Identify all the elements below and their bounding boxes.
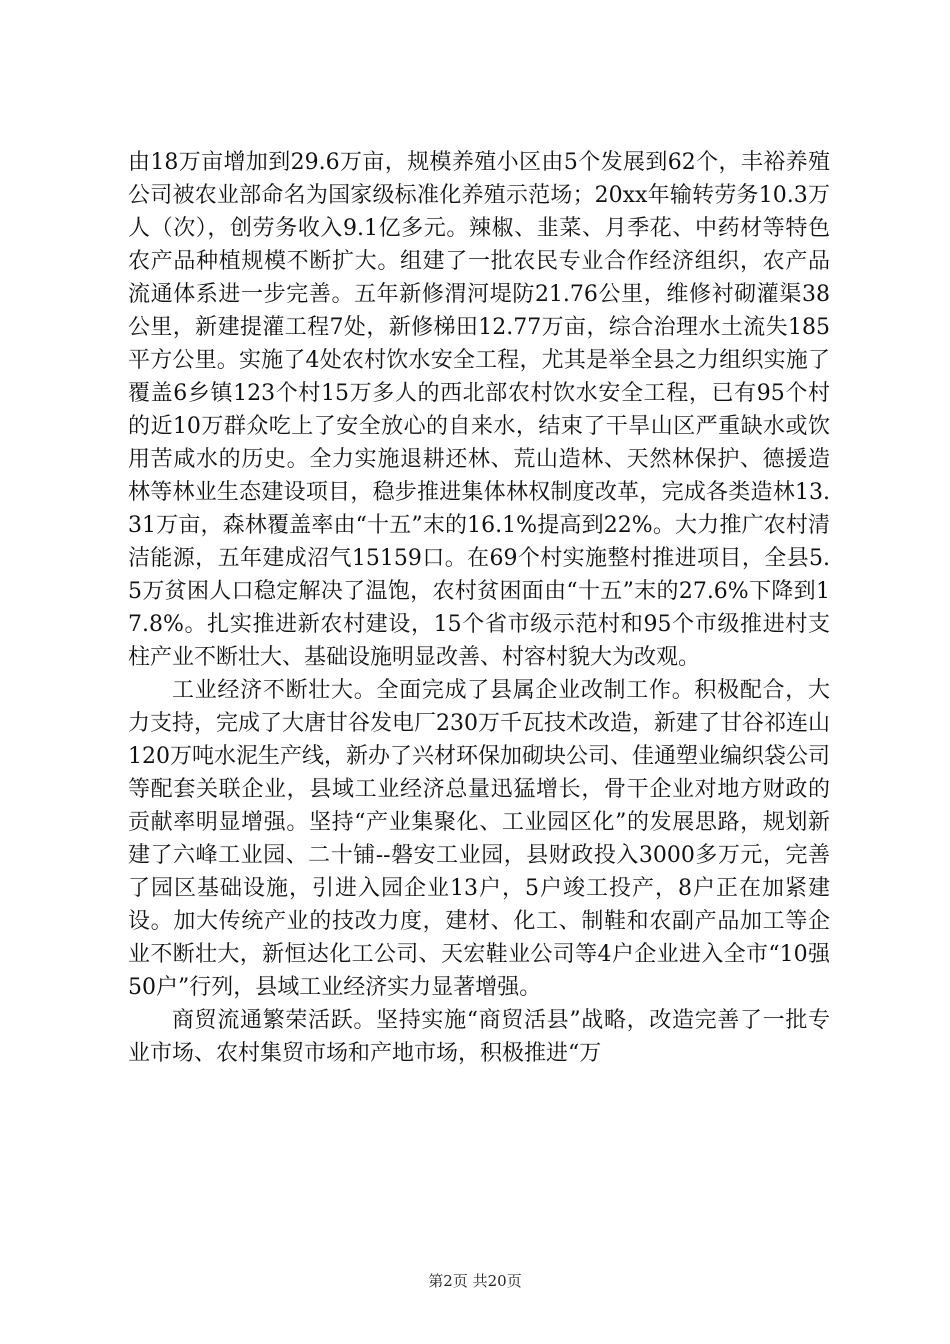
page-number-footer: 第2页 共20页 xyxy=(428,1272,522,1290)
paragraph-industrial-economy: 工业经济不断壮大。全面完成了县属企业改制工作。积极配合，大力支持，完成了大唐甘谷发电厂230万千瓦技术改造，新建了甘谷祁连山120万吨水泥生产线，新办了兴材环保加砌块公司、佳通塑业编织袋公司等配套关联企业，县域工业经济总量迅猛增长，骨干企业对地方财政的贡献率明显增强。坚持“产业集聚化、工业园区化”的发展思路，规划新建了六峰工业园、二十铺--磐安工业园，县财政投入3000多万元，完善了园区基础设施，引进入园企业13户，5户竣工投产，8户正在加紧建设。加大传统产业的技改力度，建材、化工、制鞋和农副产品加工等企业不断壮大，新恒达化工公司、天宏鞋业公司等4户企业进入全市“10强50户”行列，县域工业经济实力显著增强。 xyxy=(128,678,830,1000)
paragraph-commerce-circulation: 商贸流通繁荣活跃。坚持实施“商贸活县”战略，改造完善了一批专业市场、农村集贸市场和产地市场，积极推进“万 xyxy=(128,1008,830,1066)
paragraph-agriculture-continued: 由18万亩增加到29.6万亩，规模养殖小区由5个发展到62个，丰裕养殖公司被农业部命名为国家级标准化养殖示范场；20xx年输转劳务10.3万人（次），创劳务收入9.1亿多元。辣椒、韭菜、月季花、中药材等特色农产品种植规模不断扩大。组建了一批农民专业合作经济组织，农产品流通体系进一步完善。五年新修渭河堤防21.76公里，维修衬砌灌渠38公里，新建提灌工程7处，新修梯田12.77万亩，综合治理水土流失185平方公里。实施了4处农村饮水安全工程，尤其是举全县之力组织实施了覆盖6乡镇123个村15万多人的西北部农村饮水安全工程，已有95个村的近10万群众吃上了安全放心的自来水，结束了干旱山区严重缺水或饮用苦咸水的历史。全力实施退耕还林、荒山造林、天然林保护、德援造林等林业生态建设项目，稳步推进集体林权制度改革，完成各类造林13.31万亩，森林覆盖率由“十五”末的16.1%提高到22%。大力推广农村清洁能源，五年建成沼气15159口。在69个村实施整村推进项目，全县5.5万贫困人口稳定解决了温饱，农村贫困面由“十五”末的27.6%下降到17.8%。扎实推进新农村建设，15个省市级示范村和95个市级推进村支柱产业不断壮大、基础设施明显改善、村容村貌大为改观。 xyxy=(128,150,830,670)
document-body xyxy=(128,146,830,1070)
